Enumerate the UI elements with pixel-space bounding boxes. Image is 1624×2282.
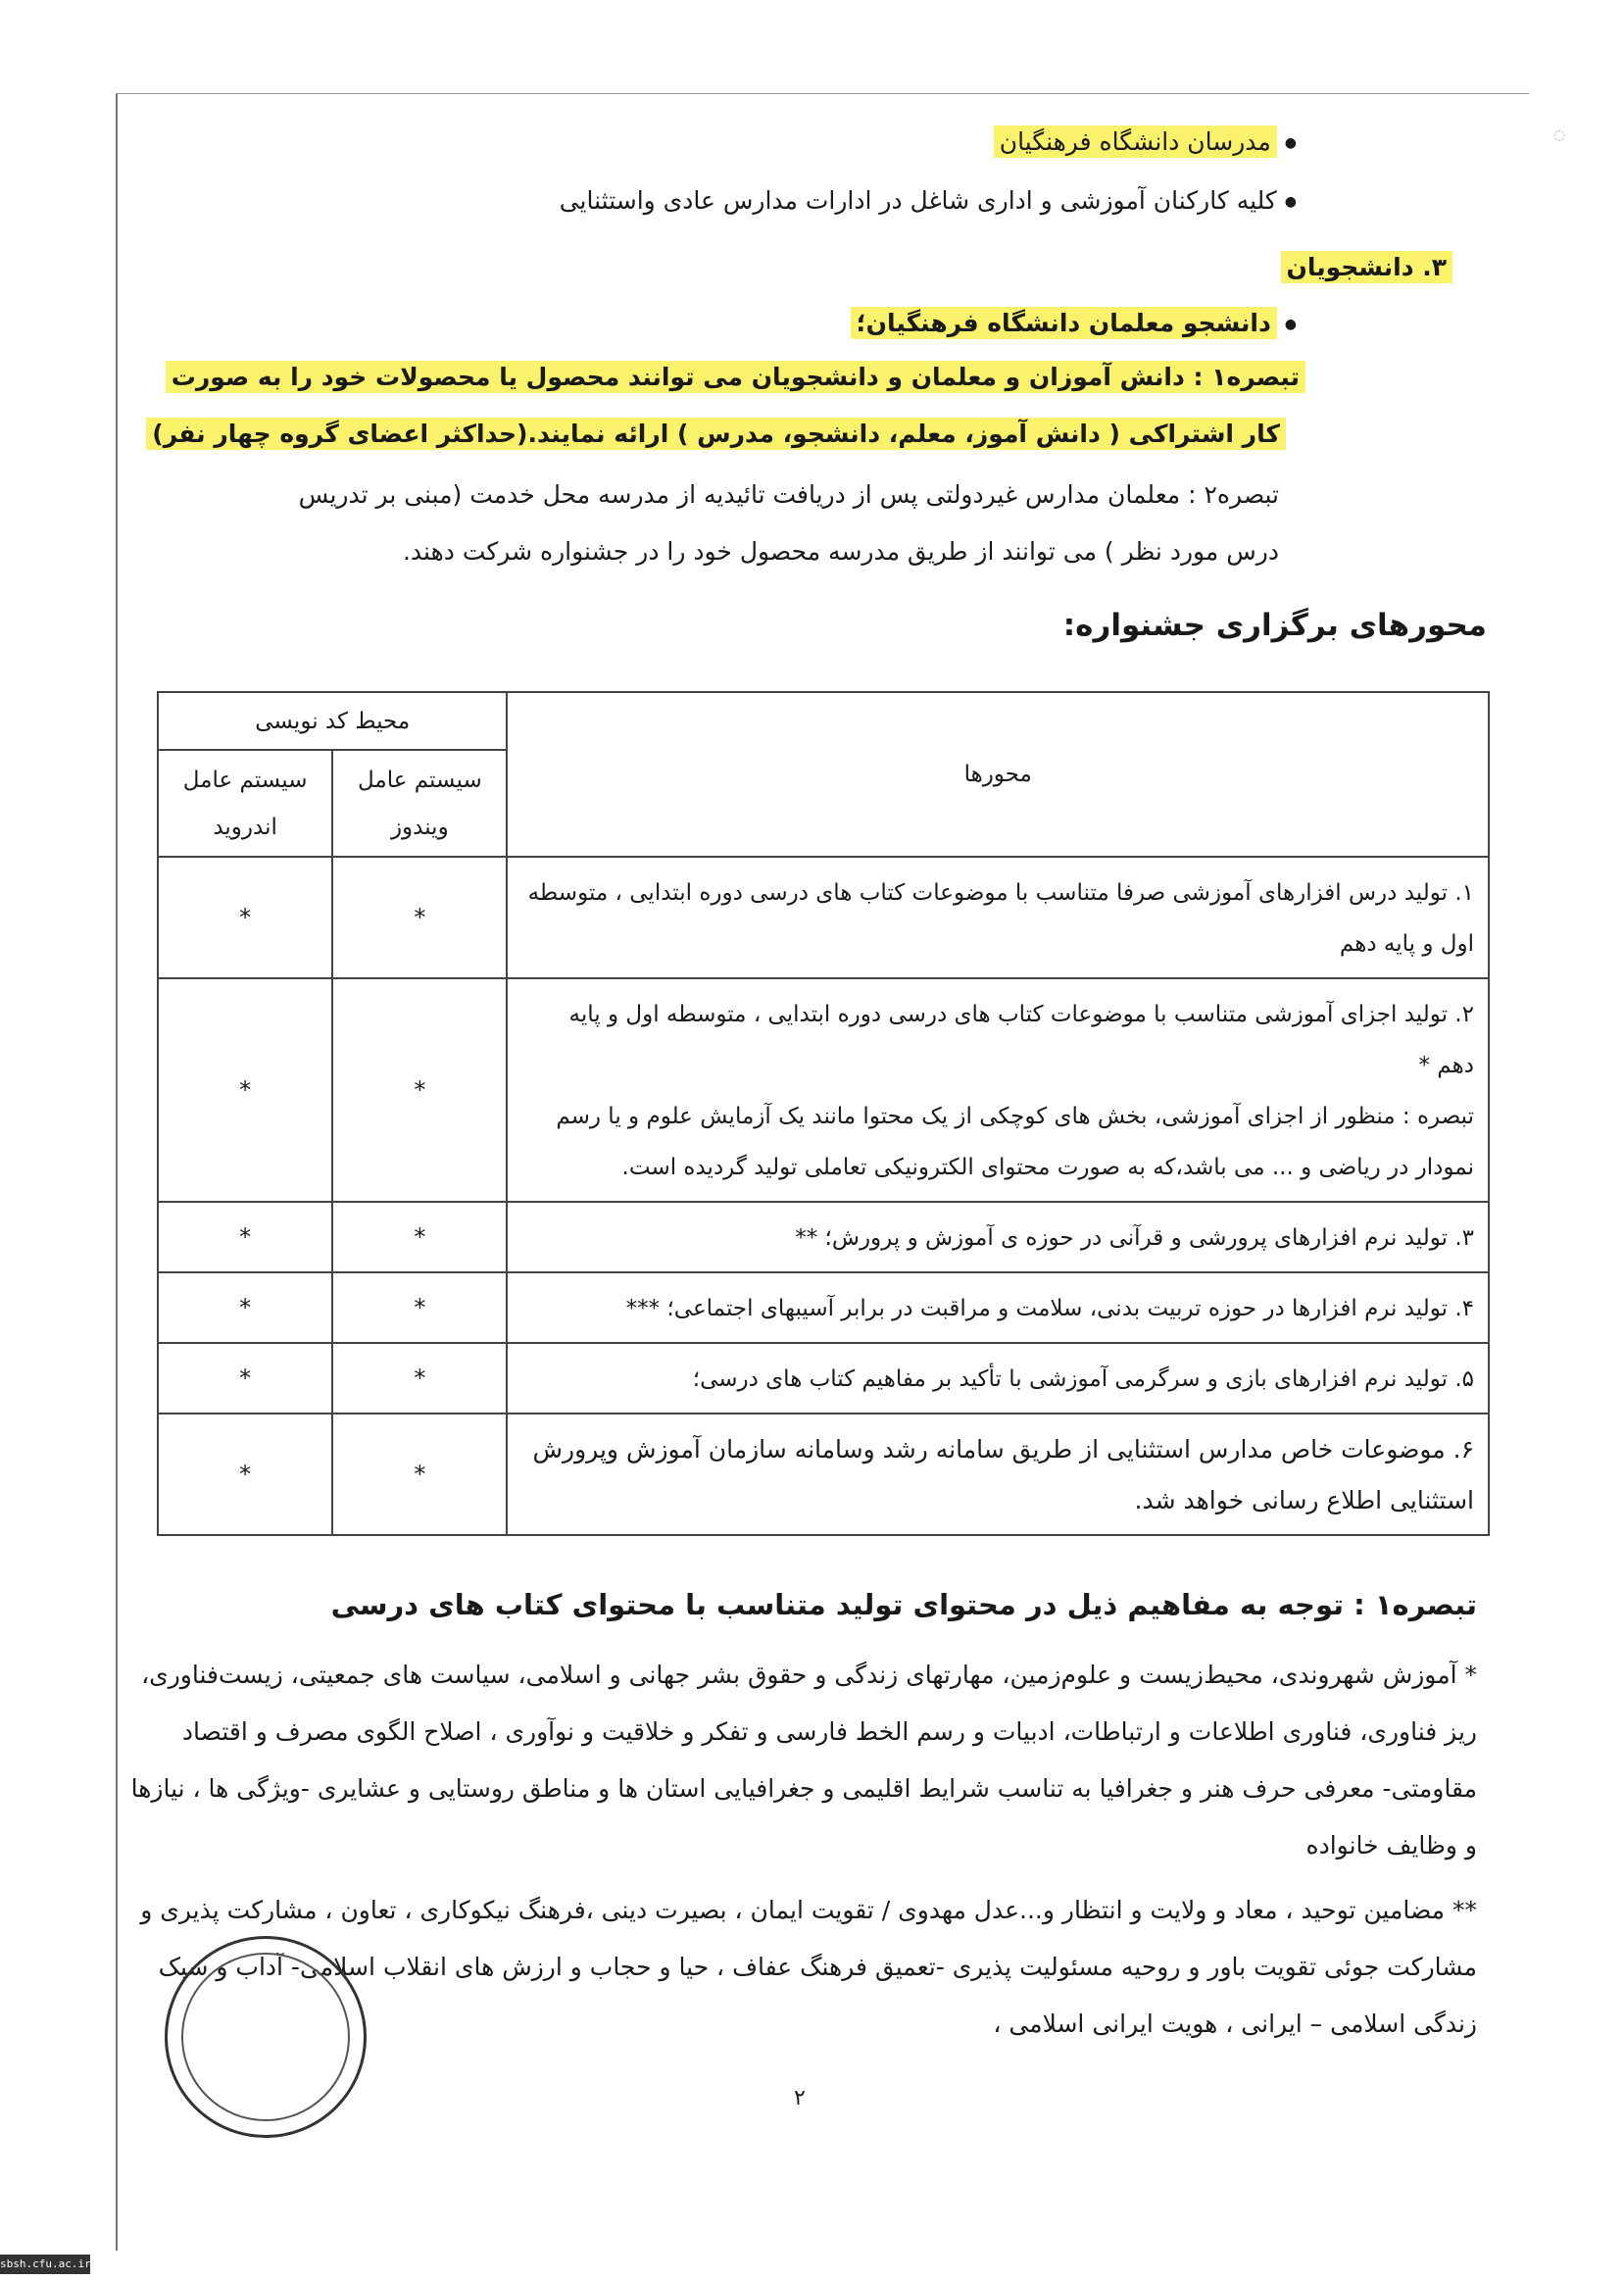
table-header-row — [158, 692, 1489, 750]
note-2-line-2 — [403, 537, 1279, 566]
official-stamp — [165, 1936, 367, 2138]
bullet-icon — [1285, 309, 1320, 337]
bullet-icon — [1285, 186, 1320, 215]
header-env: محیط کد نویسی — [158, 692, 507, 750]
table-row — [158, 1343, 1489, 1414]
windows-mark: * — [332, 978, 507, 1202]
bullet-teachers — [994, 127, 1320, 156]
bullet-teachers-text: مدرسان دانشگاه فرهنگیان — [994, 125, 1277, 158]
axes-table — [157, 691, 1490, 1536]
axis-text: ۶. موضوعات خاص مدارس استثنایی از طریق سامانه رشد وسامانه سازمان آموزش وپرورش استثنایی اطلاع رسانی خواهد شد. — [507, 1414, 1489, 1535]
android-mark: * — [158, 978, 332, 1202]
windows-mark: * — [332, 1414, 507, 1535]
table-row — [158, 857, 1489, 978]
axis-text: ۴. تولید نرم افزارها در حوزه تربیت بدنی، سلامت و مراقبت در برابر آسیبهای اجتماعی؛ *** — [507, 1272, 1489, 1343]
windows-mark: * — [332, 1343, 507, 1414]
table-row — [158, 1272, 1489, 1343]
axis-text-main: ۲. تولید اجزای آموزشی متناسب با موضوعات کتاب های درسی دوره ابتدایی ، متوسطه اول و پایه دهم * — [568, 1002, 1474, 1078]
android-mark: * — [158, 1343, 332, 1414]
note1-paragraph-2: ** مضامین توحید ، معاد و ولایت و انتظار و...عدل مهدوی / تقویت ایمان ، بصیرت دینی ،فرهنگ نیکوکاری ، تعاون ، مشارکت پذیری و مشارکت جوئی تقویت باور و روحیه مسئولیت پذیری -تعمیق فرهنگ عفاف ، حیا و حجاب و ارزش های انقلاب اسلامی- آداب و سبک زندگی اسلامی – ایرانی ، هویت ایرانی اسلامی ، — [140, 1896, 1477, 2038]
note-2-line-1 — [299, 480, 1279, 509]
page-number: ۲ — [794, 2086, 806, 2110]
note-1-line-1 — [166, 363, 1305, 391]
windows-mark: * — [332, 1202, 507, 1272]
note-1-line-2 — [146, 420, 1286, 448]
axis-text: ۵. تولید نرم افزارهای بازی و سرگرمی آموزشی با تأکید بر مفاهیم کتاب های درسی؛ — [507, 1343, 1489, 1414]
windows-mark: * — [332, 1272, 507, 1343]
windows-mark: * — [332, 857, 507, 978]
section-students — [1281, 253, 1453, 281]
table-row — [158, 1414, 1489, 1535]
table-row — [158, 978, 1489, 1202]
android-mark: * — [158, 1202, 332, 1272]
note-1-line-1-text: تبصره۱ : دانش آموزان و معلمان و دانشجویان می توانند محصول یا محصولات خود را به صورت — [166, 361, 1305, 393]
header-windows: سیستم عامل ویندوز — [332, 750, 507, 857]
axis-text-note: تبصره : منظور از اجزای آموزشی، بخش های کوچکی از یک محتوا مانند یک آزمایش علوم و یا رسم نمودار در ریاضی و ... می باشد،که به صورت محتوای الکترونیکی تعاملی تولید گردیده است. — [556, 1104, 1474, 1180]
scan-mark: ◌ — [1553, 127, 1566, 143]
bullet-staff-text: کلیه کارکنان آموزشی و اداری شاغل در ادارات مدارس عادی واستثنایی — [559, 186, 1277, 215]
bullet-icon — [1285, 127, 1320, 156]
axis-text: ۳. تولید نرم افزارهای پرورشی و قرآنی در حوزه ی آموزش و پرورش؛ ** — [507, 1202, 1489, 1272]
axes-heading: محورهای برگزاری جشنواره: — [1062, 608, 1487, 643]
note-1-line-2-text: کار اشتراکی ( دانش آموز، معلم، دانشجو، مدرس ) ارائه نمایند.(حداکثر اعضای گروه چهار نفر) — [146, 418, 1286, 450]
footer-url: sbsh.cfu.ac.ir — [0, 2255, 90, 2274]
bullet-student-teachers — [851, 309, 1320, 337]
header-android: سیستم عامل اندروید — [158, 750, 332, 857]
android-mark: * — [158, 857, 332, 978]
section-students-text: ۳. دانشجویان — [1281, 251, 1453, 283]
note1-paragraph-1: * آموزش شهروندی، محیط‌زیست و علوم‌زمین، مهارتهای زندگی و حقوق بشر جهانی و اسلامی، سیاست های جمعیتی، زیست‌فناوری، ریز فناوری، فناوری اطلاعات و ارتباطات، ادبیات و رسم الخط فارسی و تفکر و خلاقیت و نوآوری ، اصلاح الگوی مصرف و اقتصاد مقاومتی- معرفی حرف هنر و جغرافیا به تناسب شرایط اقلیمی و جغرافیایی استان ها و مناطق روستایی و عشایری -ویژگی ها ، نیازها و وظایف خانواده — [130, 1661, 1477, 1860]
table-row — [158, 1202, 1489, 1272]
android-mark: * — [158, 1414, 332, 1535]
android-mark: * — [158, 1272, 332, 1343]
bullet-student-teachers-text: دانشجو معلمان دانشگاه فرهنگیان؛ — [851, 307, 1277, 339]
axis-text: ۱. تولید درس افزارهای آموزشی صرفا متناسب با موضوعات کتاب های درسی دوره ابتدایی ، متوسطه اول و پایه دهم — [507, 857, 1489, 978]
note1-heading: تبصره۱ : توجه به مفاهیم ذیل در محتوای تولید متناسب با محتوای کتاب های درسی — [330, 1588, 1477, 1621]
header-axes: محورها — [507, 692, 1489, 857]
note-2-line-1-text: تبصره۲ : معلمان مدارس غیردولتی پس از دریافت تائیدیه از مدرسه محل خدمت (مبنی بر تدریس — [298, 480, 1279, 509]
note-2-line-2-text: درس مورد نظر ) می توانند از طریق مدرسه محصول خود را در جشنواره شرکت دهند. — [402, 537, 1279, 566]
bullet-staff — [560, 186, 1320, 215]
axis-text — [507, 978, 1489, 1202]
